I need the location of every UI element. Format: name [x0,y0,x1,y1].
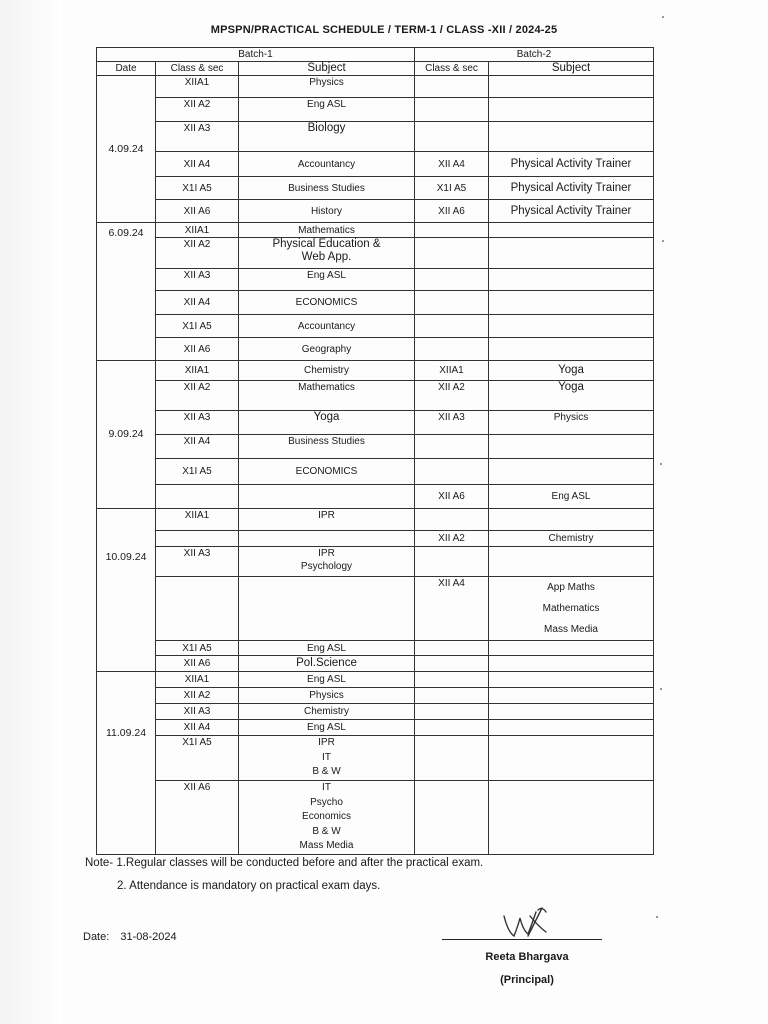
b2-class-cell [415,223,489,238]
batch2-header: Batch-2 [415,48,654,62]
b2-class-cell [415,122,489,152]
b2-class-cell [415,291,489,315]
table-row [97,361,654,381]
table-row [97,672,654,688]
b1-class-cell: XII A3 [156,122,239,152]
b2-class-cell: XII A2 [415,381,489,411]
table-row [97,459,654,485]
scan-speck [656,916,658,918]
b1-class-cell: XII A2 [156,688,239,704]
b1-class-cell: X1I A5 [156,459,239,485]
b1-class-cell: XII A2 [156,381,239,411]
b2-subject-cell [489,720,654,736]
table-row [97,547,654,577]
b1-class-cell: X1I A5 [156,177,239,200]
b1-subject-cell: Physics [239,76,415,98]
table-row [97,76,654,98]
b1-subject-cell: Business Studies [239,177,415,200]
b1-subject-cell: ECONOMICS [239,291,415,315]
scan-speck [660,688,662,690]
b1-class-cell: XII A6 [156,338,239,361]
b2-class-cell [415,269,489,291]
b2-class-cell [415,641,489,656]
b1-class-cell: XII A6 [156,200,239,223]
b2-subject-cell: Physical Activity Trainer [489,152,654,177]
b1-subject-cell [239,485,415,509]
b1-class-cell: XII A3 [156,411,239,435]
b1-class-cell: XIIA1 [156,509,239,531]
b1-subject-cell: Mathematics [239,381,415,411]
issue-date-value: 31-08-2024 [120,931,177,943]
b2-class-cell [415,736,489,781]
b2-class-cell: XII A4 [415,152,489,177]
b2-class-cell [415,509,489,531]
b1-subject-cell: Eng ASL [239,269,415,291]
b1-subject-cell: Eng ASL [239,672,415,688]
practical-schedule-table [96,47,654,855]
b2-class-cell [415,656,489,672]
b1-class-cell: X1I A5 [156,315,239,338]
b2-subject-cell: Physics [489,411,654,435]
b1-class-cell [156,485,239,509]
table-row [97,736,654,781]
b2-subject-cell [489,704,654,720]
b1-subject-cell: ECONOMICS [239,459,415,485]
table-row [97,704,654,720]
b1-class-cell: XIIA1 [156,672,239,688]
b2-subject-cell [489,338,654,361]
scan-speck [662,16,664,18]
b2-class-cell: XII A3 [415,411,489,435]
b1-subject-cell: Physics [239,688,415,704]
schedule-title: MPSPN/PRACTICAL SCHEDULE / TERM-1 / CLASS -XII / 2024-25 [210,24,558,36]
b1-class-cell: XII A4 [156,435,239,459]
b1-class-cell: X1I A5 [156,736,239,781]
table-row [97,381,654,411]
table-row [97,98,654,122]
b2-class-cell: XII A6 [415,485,489,509]
b1-subject-column-header: Subject [239,62,415,76]
b1-subject-cell: History [239,200,415,223]
table-row [97,238,654,269]
b2-class-cell [415,338,489,361]
b2-class-cell [415,781,489,855]
b2-class-cell [415,98,489,122]
batch1-header: Batch-1 [97,48,415,62]
b2-subject-cell: Physical Activity Trainer [489,177,654,200]
b1-class-cell [156,531,239,547]
scan-shadow [0,0,62,1024]
b2-class-cell [415,459,489,485]
b1-class-cell [156,577,239,641]
b2-subject-cell [489,509,654,531]
b2-subject-cell: Physical Activity Trainer [489,200,654,223]
b1-class-column-header: Class & sec [156,62,239,76]
b2-class-cell: XII A2 [415,531,489,547]
b2-subject-cell: Chemistry [489,531,654,547]
table-row [97,781,654,855]
b2-subject-cell [489,641,654,656]
issue-date [83,931,177,943]
b2-subject-cell [489,688,654,704]
table-row [97,720,654,736]
b1-class-cell: XII A4 [156,152,239,177]
table-row [97,656,654,672]
b2-subject-cell [489,459,654,485]
issue-date-label: Date: [83,931,110,943]
b2-class-cell [415,704,489,720]
b2-subject-cell [489,736,654,781]
b1-subject-cell: Biology [239,122,415,152]
table-row [97,152,654,177]
b1-subject-cell: IT Psycho Economics B & W Mass Media [239,781,415,855]
b2-subject-cell [489,315,654,338]
signatory-name: Reeta Bhargava [485,951,569,963]
note-2: 2. Attendance is mandatory on practical exam days. [117,880,381,892]
b2-subject-column-header: Subject [489,62,654,76]
b1-subject-cell: Eng ASL [239,641,415,656]
b1-class-cell: XIIA1 [156,223,239,238]
b2-subject-cell: App Maths Mathematics Mass Media [489,577,654,641]
b1-subject-cell: Eng ASL [239,720,415,736]
table-row [97,531,654,547]
b1-subject-cell: IPR Psychology [239,547,415,577]
signature-mark [498,902,550,940]
b1-subject-cell: Eng ASL [239,98,415,122]
b2-subject-cell [489,122,654,152]
date-cell: 9.09.24 [97,361,156,509]
date-cell: 11.09.24 [97,672,156,855]
b1-subject-cell [239,577,415,641]
scan-speck [662,240,664,242]
table-row [97,338,654,361]
b1-class-cell: XII A6 [156,781,239,855]
date-cell: 4.09.24 [97,76,156,223]
b1-class-cell: XII A6 [156,656,239,672]
table-row [97,291,654,315]
b1-class-cell: XII A3 [156,547,239,577]
b2-subject-cell: Eng ASL [489,485,654,509]
b2-subject-cell [489,781,654,855]
b1-subject-cell: Business Studies [239,435,415,459]
b2-subject-cell [489,223,654,238]
table-row [97,509,654,531]
b2-subject-cell [489,656,654,672]
scan-speck [660,463,662,465]
b1-class-cell: XII A3 [156,269,239,291]
b2-class-cell [415,238,489,269]
b1-subject-cell: Physical Education & Web App. [239,238,415,269]
b1-subject-cell: Accountancy [239,315,415,338]
b2-class-cell [415,672,489,688]
table-row [97,177,654,200]
b1-subject-cell: Geography [239,338,415,361]
b2-subject-cell [489,269,654,291]
b1-subject-cell: Yoga [239,411,415,435]
table-row [97,641,654,656]
b2-class-cell [415,547,489,577]
signatory-role: (Principal) [500,974,554,986]
b1-subject-cell: Chemistry [239,704,415,720]
b2-subject-cell [489,291,654,315]
b2-class-cell: X1I A5 [415,177,489,200]
b1-class-cell: XII A2 [156,98,239,122]
b2-class-cell: XIIA1 [415,361,489,381]
b1-class-cell: XIIA1 [156,76,239,98]
b2-subject-cell: Yoga [489,361,654,381]
table-row [97,269,654,291]
b2-subject-cell [489,672,654,688]
b2-class-cell: XII A6 [415,200,489,223]
b2-class-cell [415,720,489,736]
date-column-header: Date [97,62,156,76]
b2-class-cell [415,688,489,704]
table-row [97,411,654,435]
b2-subject-cell: Yoga [489,381,654,411]
b2-subject-cell [489,98,654,122]
b1-subject-cell: IPR [239,509,415,531]
b2-subject-cell [489,238,654,269]
b2-subject-cell [489,76,654,98]
b2-subject-cell [489,435,654,459]
b1-subject-cell: Mathematics [239,223,415,238]
b1-class-cell: X1I A5 [156,641,239,656]
b1-subject-cell: Accountancy [239,152,415,177]
b1-class-cell: XII A2 [156,238,239,269]
b2-class-cell: XII A4 [415,577,489,641]
b1-class-cell: XII A4 [156,720,239,736]
signature-line [442,939,602,940]
date-cell: 10.09.24 [97,509,156,672]
note-1: Note- 1.Regular classes will be conducted before and after the practical exam. [85,857,484,869]
b1-class-cell: XII A3 [156,704,239,720]
b1-class-cell: XIIA1 [156,361,239,381]
table-row [97,200,654,223]
date-cell: 6.09.24 [97,223,156,361]
b2-class-cell [415,435,489,459]
table-row [97,122,654,152]
b2-subject-cell [489,547,654,577]
table-row [97,223,654,238]
b2-class-cell [415,315,489,338]
b2-class-column-header: Class & sec [415,62,489,76]
table-row [97,577,654,641]
b1-subject-cell: Pol.Science [239,656,415,672]
b2-class-cell [415,76,489,98]
b1-class-cell: XII A4 [156,291,239,315]
b1-subject-cell: IPR IT B & W [239,736,415,781]
table-row [97,485,654,509]
table-row [97,315,654,338]
b1-subject-cell: Chemistry [239,361,415,381]
b1-subject-cell [239,531,415,547]
table-row [97,688,654,704]
table-row [97,435,654,459]
